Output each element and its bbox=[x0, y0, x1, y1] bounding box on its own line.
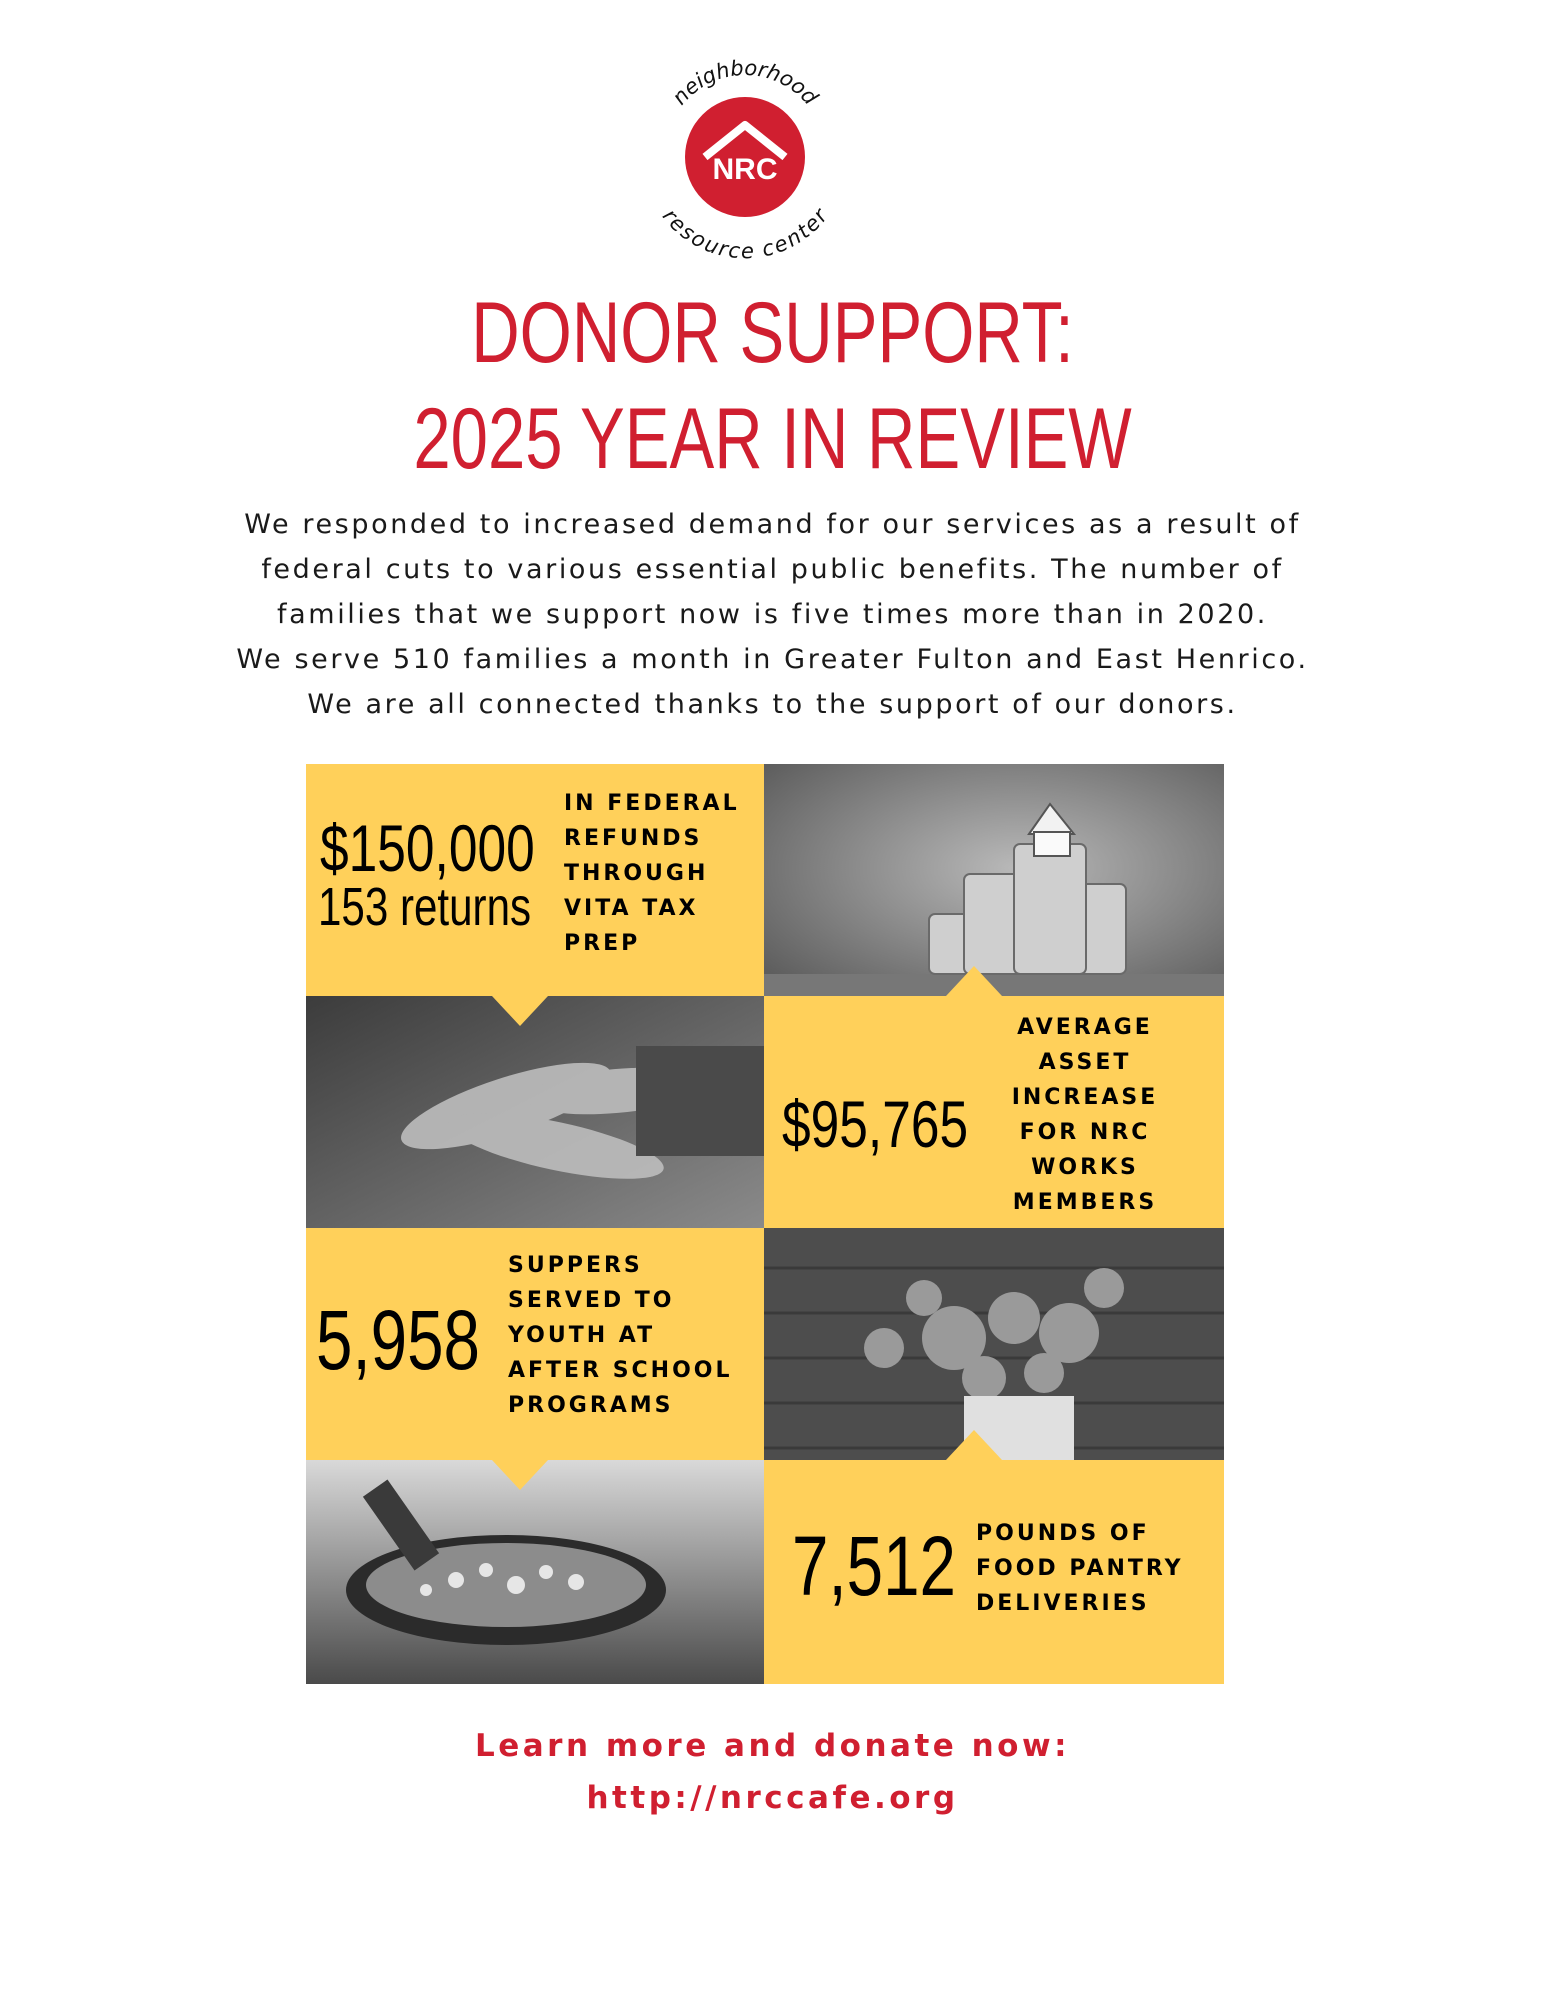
stats-grid bbox=[306, 764, 1224, 1684]
stat-suppers-panel bbox=[306, 1228, 764, 1460]
logo-top-text: neighborhood bbox=[667, 55, 823, 110]
photo-house-coins bbox=[764, 764, 1224, 996]
stat-vita-value: $150,000 bbox=[320, 811, 535, 885]
logo-center-text: NRC bbox=[712, 153, 778, 186]
intro-line: families that we support now is five times more than in 2020. bbox=[277, 599, 1268, 630]
intro-line: federal cuts to various essential public benefits. The number of bbox=[261, 554, 1284, 585]
logo-bottom-text: resource center bbox=[657, 204, 833, 264]
stat-suppers-label: SUPPERS SERVED TO YOUTH AT AFTER SCHOOL PROGRAMS bbox=[508, 1253, 733, 1418]
cta-line1: Learn more and donate now: bbox=[474, 1728, 1071, 1764]
stat-asset-value: $95,765 bbox=[782, 1087, 969, 1161]
stat-pantry-panel bbox=[764, 1460, 1224, 1684]
stat-vita-panel bbox=[306, 764, 764, 996]
nrc-logo bbox=[635, 45, 855, 265]
stat-vita-sub: 153 returns bbox=[318, 877, 532, 937]
stat-suppers-value: 5,958 bbox=[316, 1293, 480, 1387]
donate-link[interactable]: http://nrccafe.org bbox=[586, 1780, 959, 1816]
notch-suppers bbox=[492, 1460, 548, 1490]
intro-line: We responded to increased demand for our services as a result of bbox=[244, 509, 1301, 540]
notch-asset bbox=[946, 966, 1002, 996]
stat-vita-label: IN FEDERAL REFUNDS THROUGH VITA TAX PREP bbox=[564, 791, 740, 956]
photo-cooking bbox=[306, 1460, 764, 1684]
stat-pantry-label: POUNDS OF FOOD PANTRY DELIVERIES bbox=[976, 1521, 1184, 1616]
intro-line: We serve 510 families a month in Greater Fulton and East Henrico. bbox=[236, 644, 1309, 675]
stat-asset-panel bbox=[764, 996, 1224, 1228]
page-title-line1: DONOR SUPPORT: bbox=[471, 285, 1074, 381]
page-title-line2: 2025 YEAR IN REVIEW bbox=[413, 391, 1132, 487]
notch-pantry bbox=[946, 1430, 1002, 1460]
stat-asset-label: AVERAGE ASSET INCREASE FOR NRC WORKS MEMBERS bbox=[1011, 1015, 1159, 1215]
intro-line: We are all connected thanks to the support of our donors. bbox=[307, 689, 1238, 720]
intro-paragraph bbox=[150, 502, 1395, 727]
notch-vita bbox=[492, 996, 548, 1026]
stat-pantry-value: 7,512 bbox=[792, 1519, 956, 1613]
photo-produce bbox=[764, 1228, 1224, 1460]
photo-hands bbox=[306, 996, 764, 1228]
